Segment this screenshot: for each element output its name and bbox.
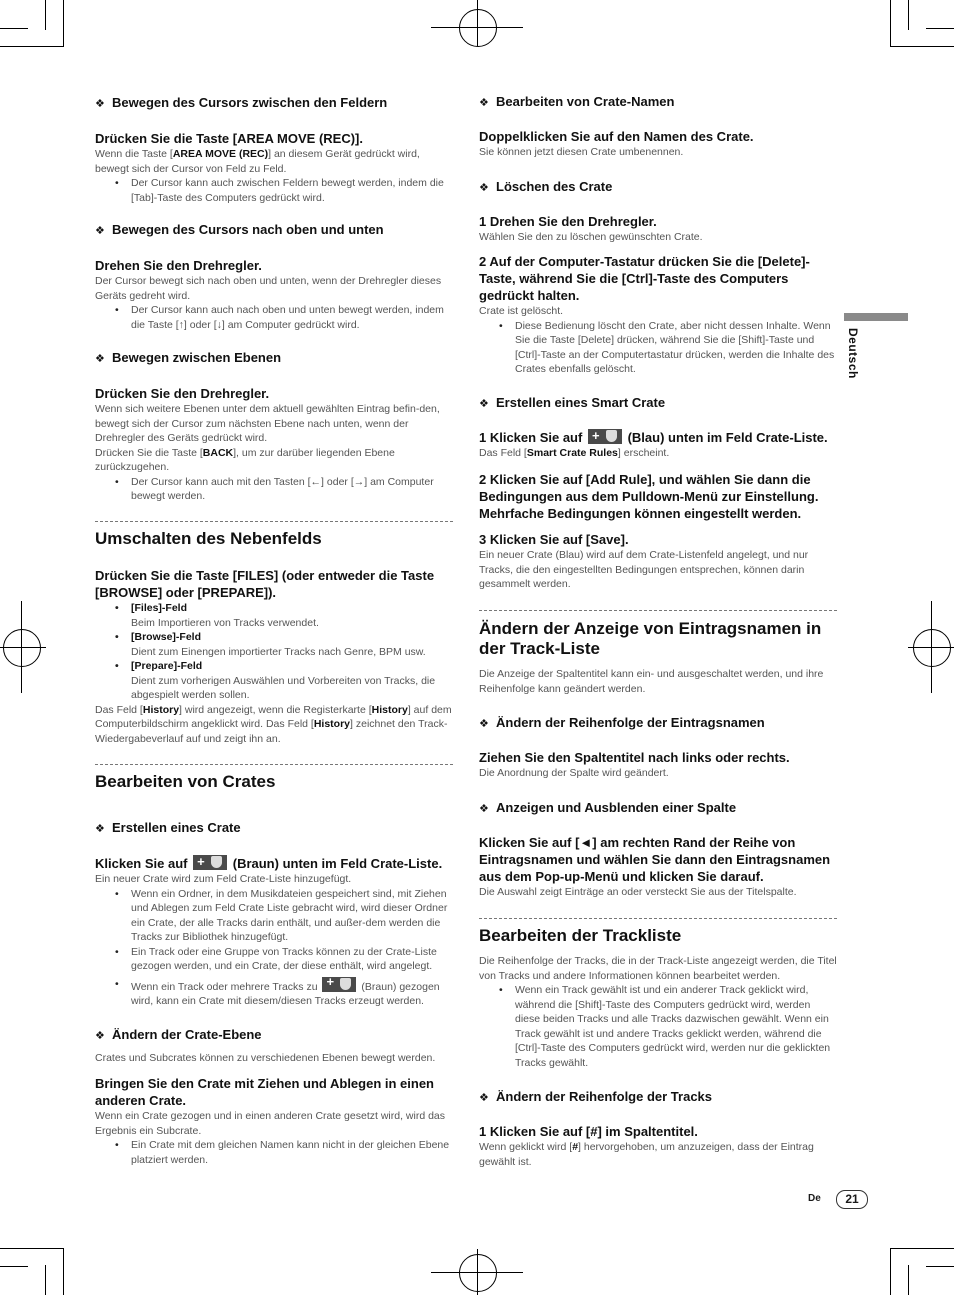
bullet-item: • Wenn ein Track gewählt ist und ein anderer Track geklickt wird, während die [Shift]-Taste des Computers gedrückt wird, werden diese beiden Tracks und alle Tracks dazwischen gewählt. Wenn ein Track gewählt ist und andere Tracks geklickt werden, während die [Ctrl]-Taste des Computers gedrückt wird, werden nur die geklickten Tracks gewählt.: [479, 983, 837, 1070]
diamond-icon: ❖: [95, 823, 105, 835]
bullet-item: • Wenn ein Track oder mehrere Tracks zu + (Braun) gezogen wird, kann ein Crate mit diesem/diesen Tracks erzeugt werden.: [95, 977, 453, 1009]
registration-mark: [3, 629, 41, 667]
definition-desc: Dient zum vorherigen Auswählen und Vorbereiten von Tracks, die abgespielt werden sollen.: [131, 674, 436, 701]
section-title: Ändern der Anzeige von Eintragsnamen in der Track-Liste: [479, 619, 822, 658]
diamond-icon: ❖: [479, 1092, 489, 1104]
body-text: Die Anzeige der Spaltentitel kann ein- und ausgeschaltet werden, und ihre Reihenfolge kann geändert werden.: [479, 668, 824, 695]
step-instruction: 1 Klicken Sie auf + (Blau) unten im Feld Crate-Liste.: [479, 428, 828, 445]
crop-mark: [477, 0, 478, 46]
section-divider: [95, 764, 453, 765]
registration-mark: [459, 9, 497, 47]
diamond-icon: ❖: [479, 97, 489, 109]
body-text: Drücken Sie die Taste [BACK], um zur darüber liegenden Ebene zurückzugehen.: [95, 446, 395, 473]
body-text: Der Cursor bewegt sich nach oben und unten, wenn der Drehregler dieses Geräts gedreht wird.: [95, 275, 442, 302]
crop-mark: [0, 46, 64, 47]
bullet-item: • Der Cursor kann auch nach oben und unten bewegt werden, indem die Taste [↑] oder [↓] am Computer gedrückt wird.: [95, 303, 453, 332]
section-move-between-fields: [95, 95, 453, 110]
definition-desc: Beim Importieren von Tracks verwendet.: [131, 616, 319, 629]
subheading: ❖ Ändern der Reihenfolge der Eintragsnamen: [479, 715, 765, 730]
crop-mark: [890, 46, 954, 47]
subheading: ❖ Löschen des Crate: [479, 179, 613, 194]
definition-term: • [Prepare]-Feld: [95, 659, 453, 674]
body-text: Die Reihenfolge der Tracks, die in der Track-Liste angezeigt werden, die Titel von Tracks und andere Informationen können bearbeitet werden.: [479, 955, 837, 982]
subheading: ❖ Bewegen des Cursors nach oben und unten: [95, 222, 384, 237]
crop-mark: [0, 1248, 64, 1249]
step-instruction: 1 Drehen Sie den Drehregler.: [479, 214, 657, 229]
diamond-icon: ❖: [479, 398, 489, 410]
step-instruction: 1 Klicken Sie auf [#] im Spaltentitel.: [479, 1124, 698, 1139]
diamond-icon: ❖: [95, 353, 105, 365]
body-text: Wenn geklickt wird [#] hervorgehoben, um anzuzeigen, dass der Eintrag gewählt ist.: [479, 1141, 814, 1168]
bullet-item: • Ein Track oder eine Gruppe von Tracks können zu der Crate-Liste gezogen werden, und ein Crate, der diese enthält, wird angelegt.: [95, 945, 453, 974]
registration-mark: [913, 629, 951, 667]
body-text: Wählen Sie den zu löschen gewünschten Crate.: [479, 231, 703, 243]
diamond-icon: ❖: [95, 225, 105, 237]
section-divider: [95, 521, 453, 522]
step-instruction: Drücken Sie den Drehregler.: [95, 386, 270, 401]
subheading: ❖ Bewegen zwischen Ebenen: [95, 350, 282, 365]
page-number: 21: [836, 1190, 868, 1209]
crop-mark: [63, 1248, 64, 1295]
crop-mark: [0, 1266, 28, 1267]
step-instruction: Drücken Sie die Taste [AREA MOVE (REC)].: [95, 131, 363, 146]
crop-mark: [908, 1265, 909, 1295]
body-text: Crate ist gelöscht.: [479, 305, 564, 317]
section-title: Bearbeiten der Trackliste: [479, 926, 682, 945]
subheading: ❖ Anzeigen und Ausblenden einer Spalte: [479, 800, 737, 815]
add-crate-icon[interactable]: +: [322, 977, 356, 992]
bullet-item: • Der Cursor kann auch zwischen Feldern bewegt werden, indem die [Tab]-Taste des Computers gedrückt wird.: [95, 176, 453, 205]
diamond-icon: ❖: [479, 718, 489, 730]
diamond-icon: ❖: [479, 182, 489, 194]
body-text: Ein neuer Crate wird zum Feld Crate-Liste hinzugefügt.: [95, 873, 352, 885]
step-instruction: Klicken Sie auf [◄] am rechten Rand der Reihe von Eintragsnamen und wählen Sie dann den Eintragsnamen aus dem Pop-up-Menü und klicken Sie darauf.: [479, 835, 831, 884]
bullet-item: • Wenn ein Ordner, in dem Musikdateien gespeichert sind, mit Ziehen und Ablegen zum Feld Crate Liste gebracht wird, wird dieser Ordner ein Crate, der alle Tracks darin enthält, und außer-dem werden die Tracks zur Bibliothek hinzugefügt.: [95, 887, 453, 945]
step-instruction: Drücken Sie die Taste [FILES] (oder entweder die Taste [BROWSE] oder [PREPARE]).: [95, 568, 435, 600]
body-text: Wenn sich weitere Ebenen unter dem aktuell gewählten Eintrag befin-den, bewegt sich der Cursor zum nächsten Ebene nach unten, wenn der Drehregler des Geräts gedrückt wird.: [95, 403, 440, 444]
body-text: Crates und Subcrates können zu verschiedenen Ebenen bewegt werden.: [95, 1052, 436, 1064]
subheading: ❖ Bearbeiten von Crate-Namen: [479, 94, 675, 109]
step-instruction: Ziehen Sie den Spaltentitel nach links oder rechts.: [479, 750, 790, 765]
subheading: ❖ Ändern der Crate-Ebene: [95, 1027, 262, 1042]
definition-term: • [Browse]-Feld: [95, 630, 453, 645]
definition-list: [95, 601, 453, 703]
body-text: Die Anordnung der Spalte wird geändert.: [479, 767, 669, 779]
body-text: Wenn die Taste [AREA MOVE (REC)] an diesem Gerät gedrückt wird, bewegt sich der Cursor von Feld zu Feld.: [95, 148, 420, 175]
step-instruction: 2 Klicken Sie auf [Add Rule], und wählen Sie dann die Bedingungen aus dem Pulldown-Menü zur Einstellung. Mehrfache Bedingungen können eingestellt werden.: [479, 472, 819, 521]
crop-mark: [45, 0, 46, 30]
crop-mark: [931, 601, 932, 693]
step-instruction: Doppelklicken Sie auf den Namen des Crate.: [479, 129, 754, 144]
bullet-item: • Ein Crate mit dem gleichen Namen kann nicht in der gleichen Ebene platziert werden.: [95, 1138, 453, 1167]
body-text: Sie können jetzt diesen Crate umbenennen.: [479, 146, 684, 158]
section-title: Bearbeiten von Crates: [95, 772, 276, 791]
step-instruction: Klicken Sie auf + (Braun) unten im Feld Crate-Liste.: [95, 854, 443, 871]
step-instruction: Bringen Sie den Crate mit Ziehen und Ablegen in einen anderen Crate.: [95, 1076, 435, 1108]
diamond-icon: ❖: [95, 1030, 105, 1042]
section-divider: [479, 918, 837, 919]
section-title: Umschalten des Nebenfelds: [95, 529, 322, 548]
page-language: De: [808, 1193, 821, 1204]
section-divider: [479, 610, 837, 611]
body-text: Die Auswahl zeigt Einträge an oder versteckt Sie aus der Titelspalte.: [479, 886, 797, 898]
crop-mark: [477, 1249, 478, 1295]
body-text: Das Feld [Smart Crate Rules] erscheint.: [479, 447, 670, 459]
add-smart-crate-icon[interactable]: +: [588, 429, 622, 444]
crop-mark: [908, 0, 909, 30]
body-text: Wenn ein Crate gezogen und in einen anderen Crate gesetzt wird, wird das Ergebnis ein Subcrate.: [95, 1110, 446, 1137]
crop-mark: [926, 1266, 954, 1267]
crop-mark: [45, 1265, 46, 1295]
crop-mark: [21, 601, 22, 693]
crop-mark: [63, 0, 64, 47]
bullet-item: • Diese Bedienung löscht den Crate, aber nicht dessen Inhalte. Wenn Sie die Taste [Delete] drücken, während Sie die [Shift]-Taste und [Ctrl]-Taste an der Computertastatur drücken, werden die Inhalte des Crates ebenfalls gelöscht.: [479, 319, 837, 377]
step-instruction: 3 Klicken Sie auf [Save].: [479, 532, 629, 547]
definition-term: • [Files]-Feld: [95, 601, 453, 616]
definition-desc: Dient zum Einengen importierter Tracks nach Genre, BPM usw.: [131, 645, 426, 658]
step-instruction: 2 Auf der Computer-Tastatur drücken Sie die [Delete]-Taste, während Sie die [Ctrl]-Taste des Computers gedrückt halten.: [479, 254, 810, 303]
add-crate-icon[interactable]: +: [193, 855, 227, 870]
subheading: ❖ Erstellen eines Smart Crate: [479, 395, 666, 410]
step-instruction: Drehen Sie den Drehregler.: [95, 258, 262, 273]
body-text: Ein neuer Crate (Blau) wird auf dem Crate-Listenfeld angelegt, und nur Tracks, die den eingestellten Bedingungen entsprechen, können darin gesammelt werden.: [479, 549, 809, 590]
bullet-item: • Der Cursor kann auch mit den Tasten [←] oder [→] am Computer bewegt werden.: [95, 475, 453, 504]
crop-mark: [0, 647, 46, 648]
diamond-icon: ❖: [95, 98, 105, 110]
subheading: ❖ Bewegen des Cursors zwischen den Feldern: [95, 95, 388, 110]
crop-mark: [890, 1248, 954, 1249]
crop-mark: [890, 0, 891, 47]
language-tab-bar: [844, 313, 908, 321]
subheading: ❖ Erstellen eines Crate: [95, 820, 241, 835]
crop-mark: [926, 28, 954, 29]
body-text: Das Feld [History] wird angezeigt, wenn die Registerkarte [History] auf dem Computerbildschirm angeklickt wird. Das Feld [History] zeichnet den Track-Wiedergabeverlauf auf und zeigt ihn an.: [95, 703, 452, 745]
diamond-icon: ❖: [479, 803, 489, 815]
registration-mark: [459, 1254, 497, 1292]
subheading: ❖ Ändern der Reihenfolge der Tracks: [479, 1089, 713, 1104]
language-tab-label: Deutsch: [846, 328, 860, 379]
crop-mark: [0, 28, 28, 29]
crop-mark: [890, 1248, 891, 1295]
